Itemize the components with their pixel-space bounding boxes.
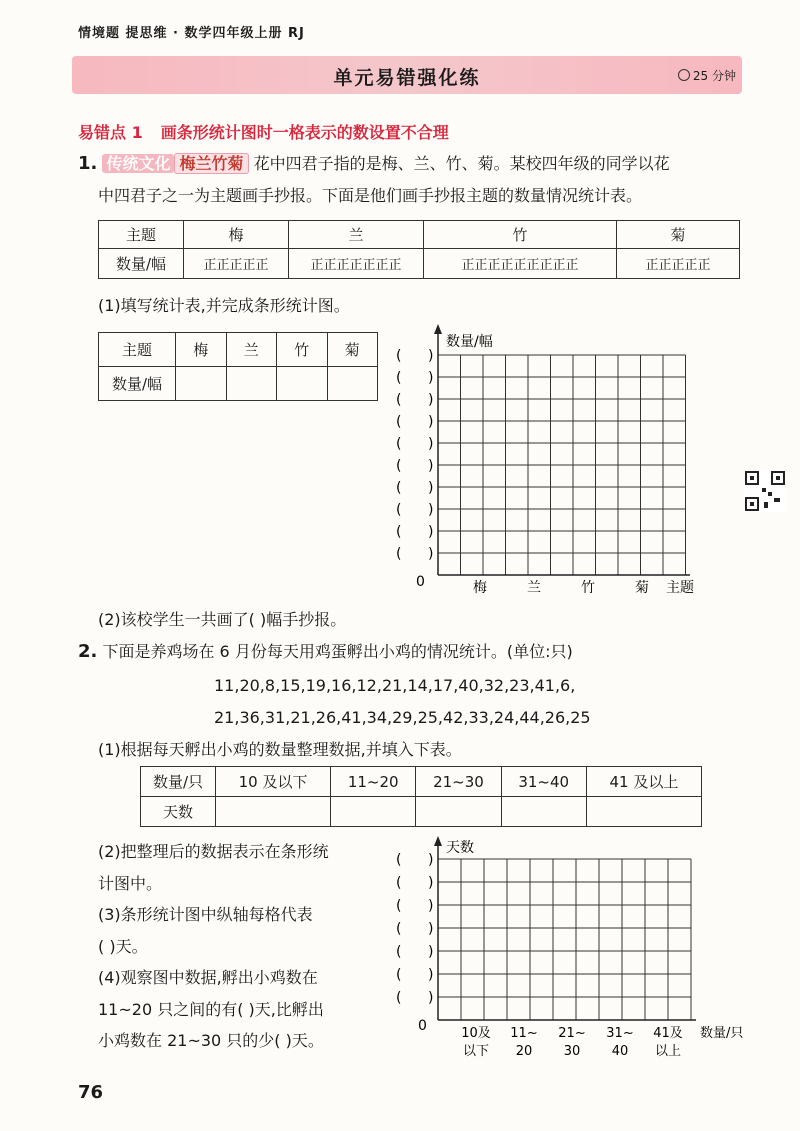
tally-header: 主题 xyxy=(99,221,184,249)
chart1-cat: 菊 xyxy=(635,580,649,596)
chart2-cat: 30 xyxy=(563,1044,581,1059)
section-title: 画条形统计图时一格表示的数设置不合理 xyxy=(160,123,449,142)
q1-bar-chart xyxy=(390,322,730,604)
q2-header: 数量/只 xyxy=(141,767,216,797)
fill-header: 主题 xyxy=(99,333,176,367)
tally-cell: 正正正正正 xyxy=(184,249,289,279)
y-blank-open: ( xyxy=(396,348,402,364)
q1-tally-table xyxy=(98,220,740,279)
y-blank-open: ( xyxy=(396,898,402,914)
q2-cell[interactable] xyxy=(416,797,501,827)
chart1-y-blanks xyxy=(396,348,433,562)
chart2-ylabel: 天数 xyxy=(446,840,474,856)
tally-header: 兰 xyxy=(289,221,424,249)
fill-cell-mei[interactable] xyxy=(176,367,227,401)
y-blank-close: ) xyxy=(428,944,434,960)
y-blank-open: ( xyxy=(396,502,402,518)
q2-number: 2. xyxy=(78,641,98,662)
tag-topic: 梅兰竹菊 xyxy=(174,153,248,174)
chart2-cat: 40 xyxy=(611,1044,629,1059)
y-blank-open: ( xyxy=(396,852,402,868)
y-blank-open: ( xyxy=(396,458,402,474)
chart1-cat: 梅 xyxy=(473,580,487,596)
y-blank-close: ) xyxy=(428,348,434,364)
q2-data-1: 11,20,8,15,19,16,12,21,14,17,40,32,23,41,6, xyxy=(214,676,576,695)
q2-header: 41 及以上 xyxy=(586,767,701,797)
q2-text-line: ( )天。 xyxy=(98,936,148,956)
y-blank-open: ( xyxy=(396,524,402,540)
y-blank-open: ( xyxy=(396,436,402,452)
y-blank-open: ( xyxy=(396,990,402,1006)
q2-bar-chart xyxy=(390,834,750,1064)
q1-number: 1. xyxy=(78,153,98,174)
chart1-cat: 竹 xyxy=(581,580,595,596)
chart1-grid xyxy=(438,355,686,575)
q2-header: 31~40 xyxy=(501,767,586,797)
y-blank-close: ) xyxy=(428,990,434,1006)
chart2-y-arrow xyxy=(434,836,442,846)
chart1-origin: 0 xyxy=(416,574,425,590)
fill-cell-zhu[interactable] xyxy=(277,367,328,401)
q2-row-label: 天数 xyxy=(141,797,216,827)
page-number: 76 xyxy=(78,1082,104,1103)
fill-header: 梅 xyxy=(176,333,227,367)
y-blank-open: ( xyxy=(396,370,402,386)
fill-header: 菊 xyxy=(327,333,378,367)
q2-left-text xyxy=(98,836,388,1057)
y-blank-open: ( xyxy=(396,921,402,937)
tag-culture: 传统文化 xyxy=(102,154,174,173)
chart2-cat: 11~ xyxy=(510,1026,538,1041)
chart2-cat: 以上 xyxy=(654,1044,682,1059)
book-header: 情境题 提思维 · 数学四年级上册 RJ xyxy=(78,26,305,41)
q1-sub1: (1)填写统计表,并完成条形统计图。 xyxy=(98,296,350,315)
timer xyxy=(678,67,736,84)
q2-text-line: 11~20 只之间的有( )天,比孵出 xyxy=(98,999,324,1019)
chart1-y-arrow xyxy=(434,324,442,334)
q2-text-line: (2)把整理后的数据表示在条形统 xyxy=(98,842,329,861)
q1-fill-table xyxy=(98,332,378,401)
y-blank-close: ) xyxy=(428,921,434,937)
chart2-y-blanks xyxy=(396,852,433,1006)
y-blank-close: ) xyxy=(428,392,434,408)
q1-intro-2: 中四君子之一为主题画手抄报。下面是他们画手抄报主题的数量情况统计表。 xyxy=(98,186,643,205)
tally-cell: 正正正正正正正 xyxy=(289,249,424,279)
y-blank-open: ( xyxy=(396,967,402,983)
q2-text-line: 小鸡数在 21~30 只的少( )天。 xyxy=(98,1031,324,1050)
y-blank-close: ) xyxy=(428,875,434,891)
timer-text: 25 分钟 xyxy=(692,69,736,83)
q1-sub2: (2)该校学生一共画了( )幅手抄报。 xyxy=(98,610,347,629)
y-blank-open: ( xyxy=(396,392,402,408)
q2-text-line: (3)条形统计图中纵轴每格代表 xyxy=(98,905,313,924)
q1-intro-1: 花中四君子指的是梅、兰、竹、菊。某校四年级的同学以花 xyxy=(253,154,670,173)
q2-header: 11~20 xyxy=(331,767,416,797)
q2-cell[interactable] xyxy=(501,797,586,827)
q2-sub1: (1)根据每天孵出小鸡的数量整理数据,并填入下表。 xyxy=(98,740,462,759)
tally-header: 梅 xyxy=(184,221,289,249)
chart2-cat: 21~ xyxy=(558,1026,586,1041)
y-blank-close: ) xyxy=(428,852,434,868)
q2-data-2: 21,36,31,21,26,41,34,29,25,42,33,24,44,26,25 xyxy=(214,708,591,727)
chart2-origin: 0 xyxy=(418,1018,427,1034)
fill-cell-lan[interactable] xyxy=(226,367,277,401)
y-blank-close: ) xyxy=(428,414,434,430)
tally-row-label: 数量/幅 xyxy=(99,249,184,279)
y-blank-close: ) xyxy=(428,502,434,518)
chart2-cat: 41及 xyxy=(653,1026,683,1041)
unit-banner xyxy=(72,56,742,94)
chart1-cat: 兰 xyxy=(527,580,541,596)
chart2-grid xyxy=(438,859,691,1020)
y-blank-open: ( xyxy=(396,944,402,960)
tally-cell: 正正正正正正正正正 xyxy=(424,249,617,279)
section-label: 易错点 1 xyxy=(78,123,143,142)
y-blank-close: ) xyxy=(428,524,434,540)
q2-table xyxy=(140,766,702,827)
q2-cell[interactable] xyxy=(331,797,416,827)
q2-header: 21~30 xyxy=(416,767,501,797)
y-blank-open: ( xyxy=(396,480,402,496)
y-blank-close: ) xyxy=(428,898,434,914)
tally-header: 菊 xyxy=(617,221,740,249)
y-blank-close: ) xyxy=(428,967,434,983)
chart2-cat: 20 xyxy=(515,1044,533,1059)
fill-row-label: 数量/幅 xyxy=(99,367,176,401)
y-blank-close: ) xyxy=(428,436,434,452)
q1-line1 xyxy=(78,148,670,180)
qr-code-icon xyxy=(744,470,786,512)
y-blank-open: ( xyxy=(396,546,402,562)
y-blank-close: ) xyxy=(428,480,434,496)
chart2-cat: 10及 xyxy=(461,1026,491,1041)
q2-text-line: 计图中。 xyxy=(98,873,163,893)
q2-header: 10 及以下 xyxy=(216,767,331,797)
y-blank-close: ) xyxy=(428,370,434,386)
clock-icon xyxy=(678,69,690,81)
fill-cell-ju[interactable] xyxy=(327,367,378,401)
section-heading xyxy=(78,120,449,143)
fill-header: 竹 xyxy=(277,333,328,367)
chart1-ylabel: 数量/幅 xyxy=(446,334,493,350)
fill-header: 兰 xyxy=(226,333,277,367)
chart2-cat: 31~ xyxy=(606,1026,634,1041)
y-blank-open: ( xyxy=(396,875,402,891)
chart2-xlabel: 数量/只 xyxy=(700,1026,744,1041)
q2-intro: 下面是养鸡场在 6 月份每天用鸡蛋孵出小鸡的情况统计。(单位:只) xyxy=(102,642,573,661)
tally-header: 竹 xyxy=(424,221,617,249)
y-blank-close: ) xyxy=(428,546,434,562)
y-blank-close: ) xyxy=(428,458,434,474)
chart1-xlabel: 主题 xyxy=(666,580,694,596)
q2-text-line: (4)观察图中数据,孵出小鸡数在 xyxy=(98,968,318,987)
unit-title: 单元易错强化练 xyxy=(333,67,481,89)
q2-cell[interactable] xyxy=(586,797,701,827)
y-blank-open: ( xyxy=(396,414,402,430)
chart2-cat: 以下 xyxy=(462,1044,490,1059)
q2-cell[interactable] xyxy=(216,797,331,827)
tally-cell: 正正正正正 xyxy=(617,249,740,279)
q2-line1 xyxy=(78,636,573,668)
